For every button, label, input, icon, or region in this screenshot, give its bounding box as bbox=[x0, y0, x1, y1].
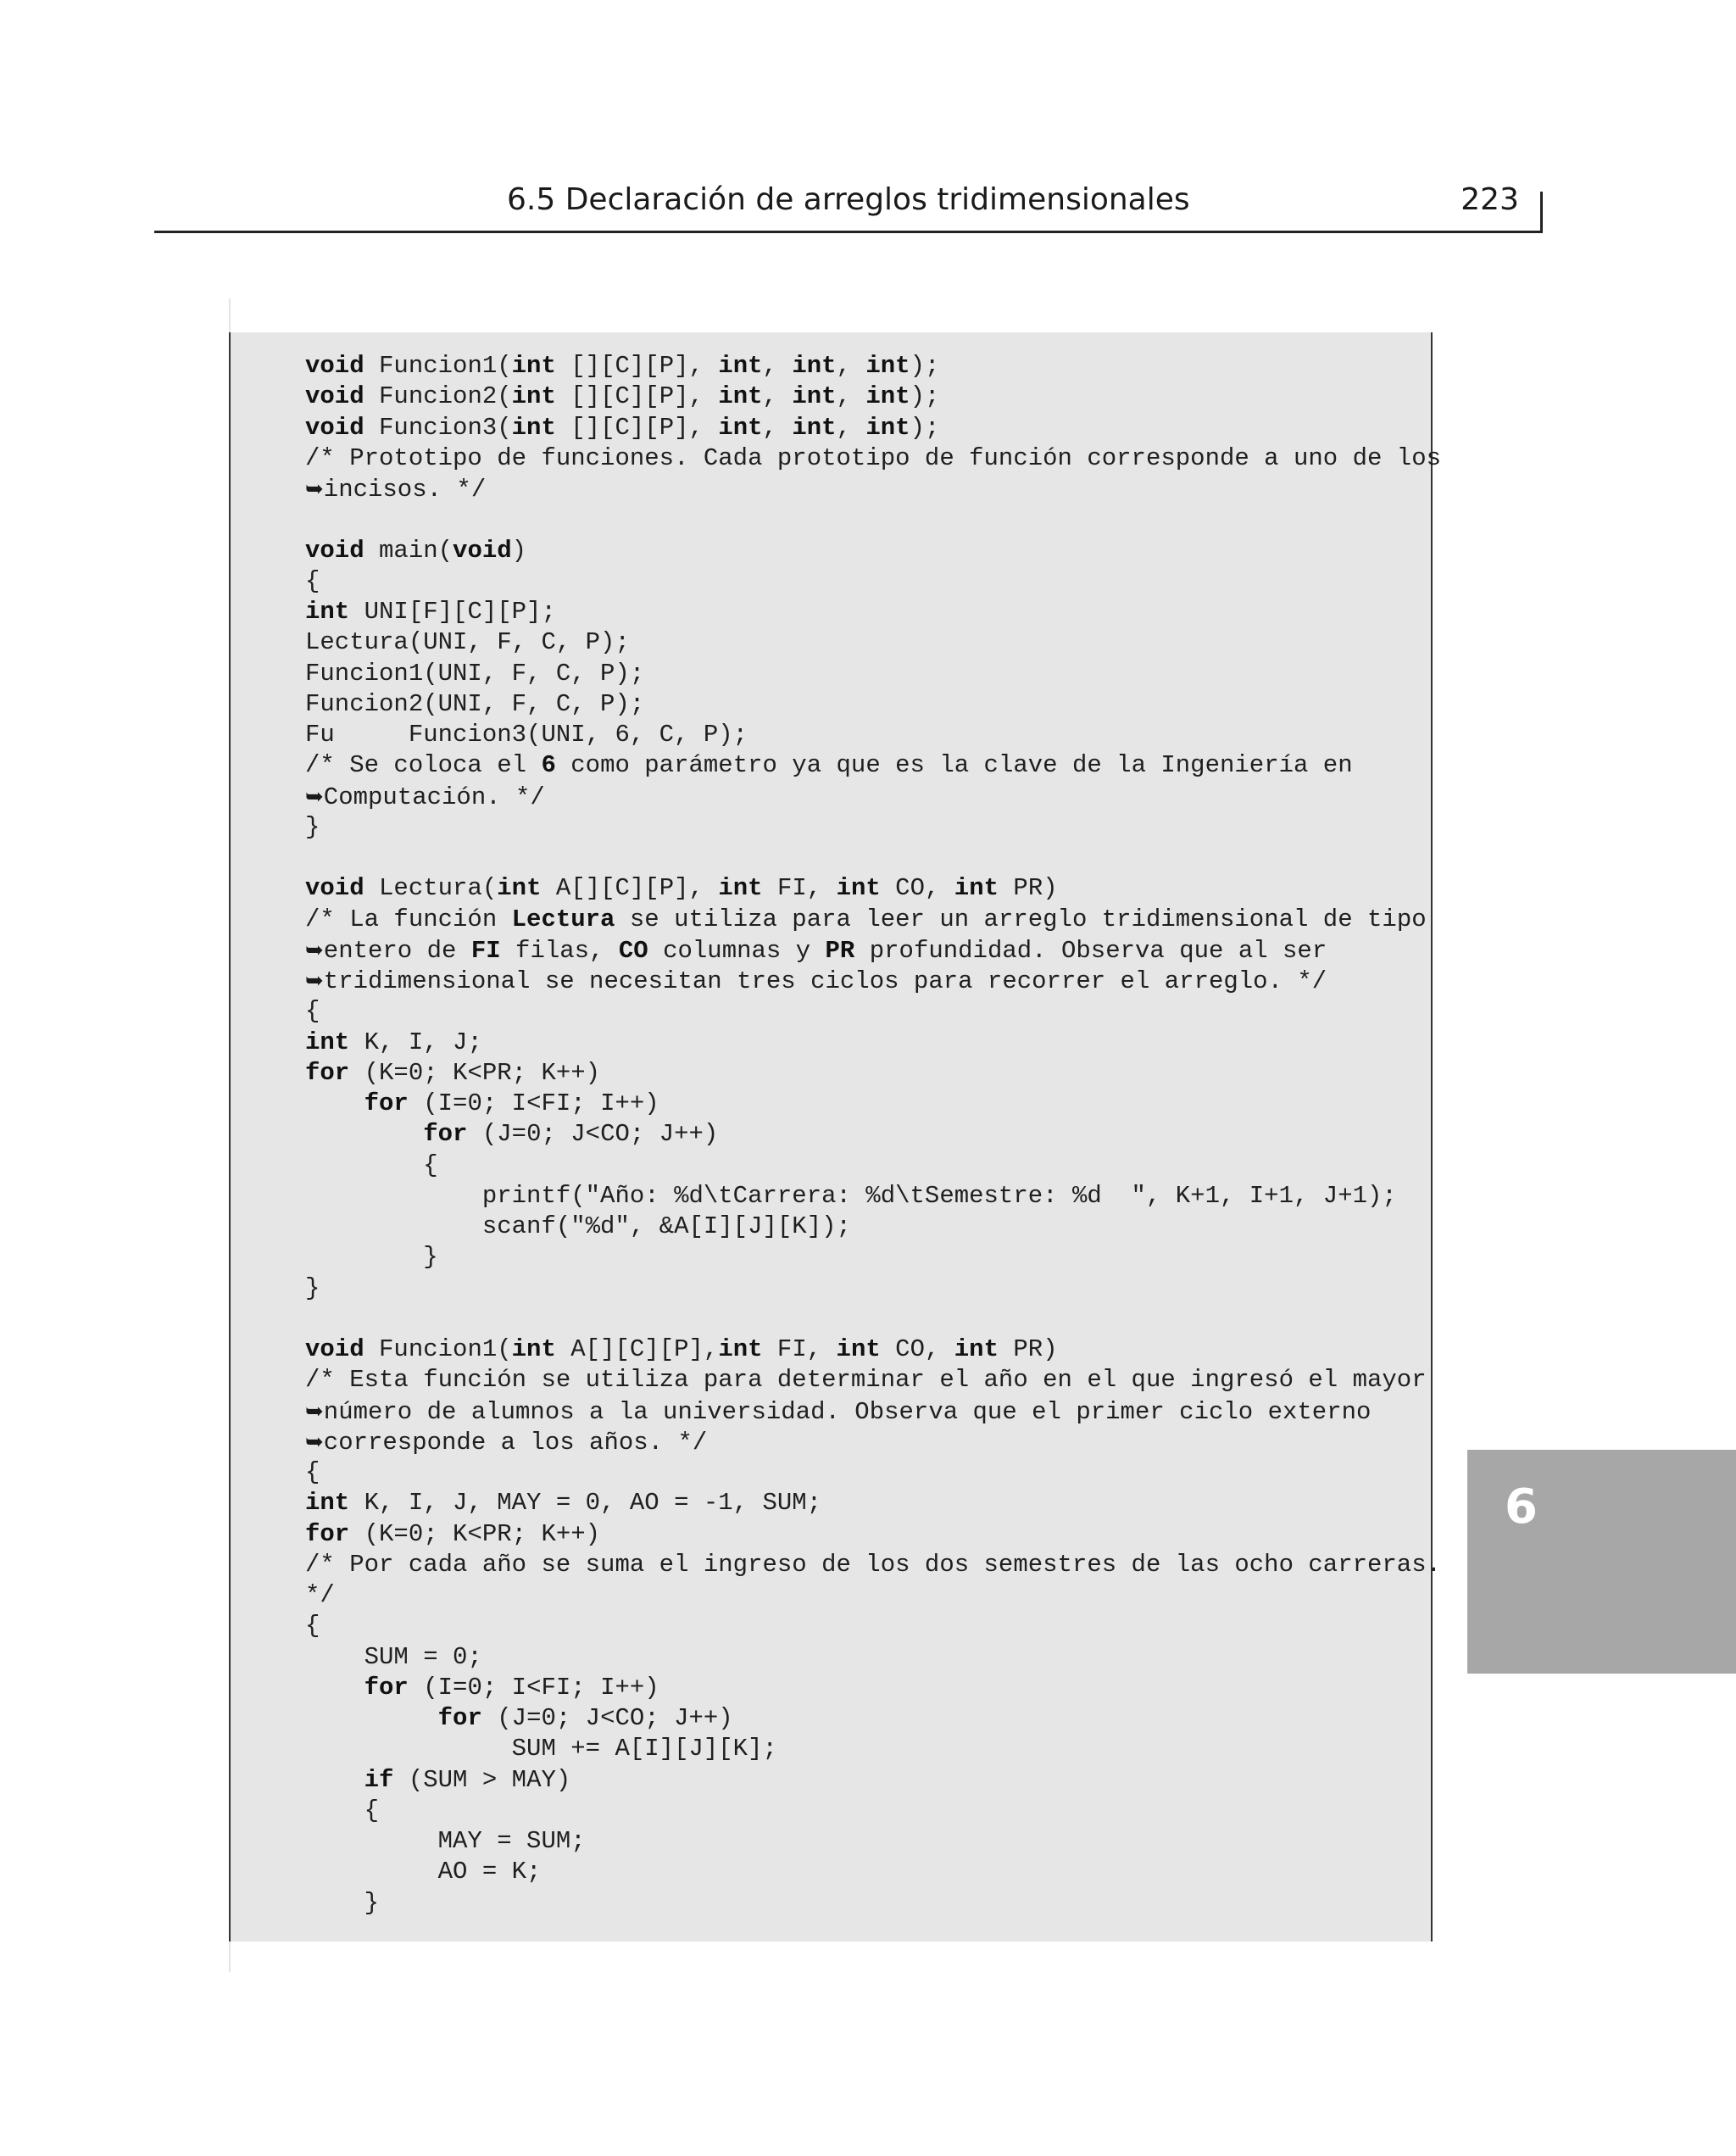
code-line bbox=[305, 1642, 1441, 1673]
code-keyword: void bbox=[305, 874, 364, 903]
code-keyword: int bbox=[305, 598, 350, 626]
code-text: ); bbox=[910, 352, 940, 380]
code-line bbox=[305, 1796, 1441, 1826]
code-text: columnas y bbox=[648, 936, 826, 965]
code-keyword: int bbox=[718, 382, 763, 411]
code-text: , bbox=[762, 413, 793, 442]
code-text: { bbox=[305, 1796, 380, 1825]
code-line bbox=[305, 443, 1441, 474]
code-text: main( bbox=[364, 536, 453, 565]
code-keyword: Lectura bbox=[511, 905, 615, 933]
code-text: /* Prototipo de funciones. Cada prototipo de función corresponde a uno de los bbox=[305, 443, 1442, 472]
code-text: tridimensional se necesitan tres ciclos para recorrer el arreglo. */ bbox=[323, 967, 1327, 995]
code-text: { bbox=[305, 1458, 320, 1486]
code-text: se utiliza para leer un arreglo tridimensional de tipo bbox=[615, 905, 1427, 933]
code-text: /* Se coloca el bbox=[305, 751, 542, 780]
code-line bbox=[305, 935, 1441, 966]
code-keyword: int bbox=[718, 413, 763, 442]
chapter-number: 6 bbox=[1505, 1479, 1538, 1535]
code-text: corresponde a los años. */ bbox=[323, 1428, 708, 1457]
code-text: (J=0; J<CO; J++) bbox=[481, 1704, 733, 1732]
code-keyword: int bbox=[511, 352, 556, 380]
code-line bbox=[305, 812, 1441, 843]
code-keyword: int bbox=[511, 1335, 556, 1363]
code-keyword: int bbox=[718, 874, 763, 903]
code-text: (K=0; K<PR; K++) bbox=[349, 1519, 601, 1548]
code-text: A[][C][P], bbox=[541, 874, 719, 903]
code-line bbox=[305, 566, 1441, 597]
code-text: (J=0; J<CO; J++) bbox=[467, 1120, 719, 1149]
code-keyword: for bbox=[437, 1704, 482, 1732]
code-text: K, I, J; bbox=[349, 1028, 482, 1056]
code-keyword: for bbox=[423, 1120, 468, 1149]
code-text: , bbox=[836, 413, 866, 442]
code-text bbox=[305, 1120, 423, 1148]
code-line bbox=[305, 1150, 1441, 1181]
code-line bbox=[305, 966, 1441, 996]
code-keyword: void bbox=[305, 413, 364, 442]
code-line bbox=[305, 843, 1441, 873]
code-text: Funcion3( bbox=[364, 413, 512, 442]
code-keyword: int bbox=[511, 382, 556, 411]
code-text: } bbox=[305, 1243, 438, 1272]
code-text: CO, bbox=[880, 1335, 954, 1363]
code-text: { bbox=[305, 566, 320, 595]
code-text: SUM += A[I][J][K]; bbox=[305, 1735, 777, 1763]
code-text: Fu Funcion3(UNI, 6, C, P); bbox=[305, 721, 748, 749]
code-keyword: int bbox=[836, 1335, 881, 1363]
code-text: como parámetro ya que es la clave de la Ingeniería en bbox=[555, 751, 1353, 780]
code-text: número de alumnos a la universidad. Observa que el primer ciclo externo bbox=[323, 1397, 1372, 1426]
code-keyword: int bbox=[865, 382, 910, 411]
code-line bbox=[305, 1334, 1441, 1365]
code-text: A[][C][P], bbox=[555, 1335, 719, 1363]
code-line bbox=[305, 1058, 1441, 1089]
code-keyword: FI bbox=[470, 936, 501, 965]
code-line bbox=[305, 627, 1441, 658]
code-text: PR) bbox=[999, 874, 1058, 903]
code-line bbox=[305, 1519, 1441, 1550]
code-keyword: int bbox=[511, 413, 556, 442]
code-text: Funcion1(UNI, F, C, P); bbox=[305, 659, 645, 688]
code-listing bbox=[305, 351, 1441, 1919]
code-text: UNI[F][C][P]; bbox=[349, 598, 556, 626]
code-line bbox=[305, 1550, 1441, 1580]
running-header bbox=[154, 170, 1543, 233]
continuation-arrow-icon: ➥ bbox=[305, 968, 324, 994]
code-line bbox=[305, 1673, 1441, 1703]
code-text: ); bbox=[910, 413, 940, 442]
code-keyword: int bbox=[954, 1335, 999, 1363]
code-text: Lectura( bbox=[364, 874, 498, 903]
code-keyword: int bbox=[792, 382, 837, 411]
code-line bbox=[305, 1611, 1441, 1641]
code-line bbox=[305, 1212, 1441, 1242]
code-line bbox=[305, 659, 1441, 689]
code-text: Computación. */ bbox=[323, 783, 545, 811]
code-line bbox=[305, 1580, 1441, 1611]
code-text: [][C][P], bbox=[555, 413, 719, 442]
continuation-arrow-icon: ➥ bbox=[305, 1398, 324, 1424]
code-line bbox=[305, 1242, 1441, 1273]
code-keyword: int bbox=[836, 874, 881, 903]
code-text: PR) bbox=[999, 1335, 1058, 1363]
header-rule-tick bbox=[1540, 192, 1543, 232]
code-line bbox=[305, 1427, 1441, 1457]
code-text: /* La función bbox=[305, 905, 512, 933]
code-listing-box bbox=[229, 332, 1442, 1942]
continuation-arrow-icon: ➥ bbox=[305, 1429, 324, 1455]
code-line bbox=[305, 413, 1441, 443]
code-keyword: void bbox=[305, 1335, 364, 1363]
code-keyword: void bbox=[305, 382, 364, 411]
code-line bbox=[305, 1273, 1441, 1304]
code-text: SUM = 0; bbox=[305, 1642, 482, 1671]
code-text: entero de bbox=[323, 936, 471, 965]
code-keyword: PR bbox=[825, 936, 855, 965]
code-text: , bbox=[836, 382, 866, 411]
code-keyword: int bbox=[954, 874, 999, 903]
code-text: FI, bbox=[762, 1335, 837, 1363]
code-text: scanf("%d", &A[I][J][K]); bbox=[305, 1212, 851, 1240]
continuation-arrow-icon: ➥ bbox=[305, 783, 324, 810]
code-keyword: int bbox=[718, 352, 763, 380]
code-text: filas, bbox=[500, 936, 619, 965]
code-line bbox=[305, 1119, 1441, 1150]
code-keyword: 6 bbox=[541, 751, 556, 780]
code-text: Funcion1( bbox=[364, 352, 512, 380]
code-line bbox=[305, 382, 1441, 412]
code-text: { bbox=[305, 1612, 320, 1641]
section-title: 6.5 Declaración de arreglos tridimensionales bbox=[507, 182, 1190, 217]
code-text: Lectura(UNI, F, C, P); bbox=[305, 628, 630, 657]
code-line bbox=[305, 1365, 1441, 1396]
code-line bbox=[305, 1888, 1441, 1919]
code-text bbox=[305, 1089, 364, 1117]
code-line bbox=[305, 1765, 1441, 1796]
code-keyword: for bbox=[305, 1519, 350, 1548]
code-text: } bbox=[305, 812, 320, 841]
code-line bbox=[305, 996, 1441, 1027]
code-keyword: void bbox=[305, 352, 364, 380]
code-keyword: int bbox=[305, 1489, 350, 1518]
code-text: } bbox=[305, 1273, 320, 1302]
continuation-arrow-icon: ➥ bbox=[305, 937, 324, 963]
continuation-arrow-icon: ➥ bbox=[305, 476, 324, 502]
code-keyword: int bbox=[305, 1028, 350, 1056]
code-text: MAY = SUM; bbox=[305, 1827, 586, 1855]
code-text: incisos. */ bbox=[323, 476, 487, 504]
code-text: */ bbox=[305, 1581, 335, 1609]
code-line bbox=[305, 689, 1441, 720]
code-keyword: for bbox=[364, 1673, 409, 1702]
code-text: Funcion1( bbox=[364, 1335, 512, 1363]
code-keyword: int bbox=[718, 1335, 763, 1363]
code-text bbox=[305, 1766, 364, 1794]
code-line bbox=[305, 1304, 1441, 1334]
code-line bbox=[305, 905, 1441, 935]
code-line bbox=[305, 873, 1441, 904]
code-box-top-edge bbox=[229, 298, 231, 332]
code-text: , bbox=[762, 382, 793, 411]
code-text: FI, bbox=[762, 874, 837, 903]
code-text bbox=[305, 1674, 364, 1702]
code-text: AO = K; bbox=[305, 1858, 542, 1886]
code-text: (I=0; I<FI; I++) bbox=[408, 1673, 659, 1702]
code-line bbox=[305, 1826, 1441, 1857]
code-line bbox=[305, 1734, 1441, 1764]
code-box-bottom-edge bbox=[229, 1942, 231, 1972]
code-text: ); bbox=[910, 382, 940, 411]
code-keyword: int bbox=[497, 874, 542, 903]
code-text: (K=0; K<PR; K++) bbox=[349, 1058, 601, 1087]
code-text: [][C][P], bbox=[555, 352, 719, 380]
code-keyword: int bbox=[865, 413, 910, 442]
code-text: printf("Año: %d\tCarrera: %d\tSemestre: %d ", K+1, I+1, J+1); bbox=[305, 1181, 1397, 1210]
code-text: [][C][P], bbox=[555, 382, 719, 411]
code-text: { bbox=[305, 997, 320, 1026]
code-keyword: for bbox=[305, 1058, 350, 1087]
code-line bbox=[305, 1028, 1441, 1058]
code-keyword: for bbox=[364, 1089, 409, 1117]
chapter-thumb-tab bbox=[1467, 1450, 1736, 1674]
code-keyword: int bbox=[792, 413, 837, 442]
code-line bbox=[305, 1089, 1441, 1119]
code-text: Funcion2( bbox=[364, 382, 512, 411]
code-text: { bbox=[305, 1150, 438, 1179]
code-text: ) bbox=[511, 536, 527, 565]
code-text: /* Por cada año se suma el ingreso de los dos semestres de las ocho carreras. bbox=[305, 1550, 1442, 1579]
code-text: K, I, J, MAY = 0, AO = -1, SUM; bbox=[349, 1489, 822, 1518]
code-text: Funcion2(UNI, F, C, P); bbox=[305, 689, 645, 718]
code-text: (SUM > MAY) bbox=[393, 1765, 571, 1794]
code-line bbox=[305, 504, 1441, 535]
code-text: , bbox=[836, 352, 866, 380]
code-line bbox=[305, 1181, 1441, 1212]
page-number: 223 bbox=[1461, 182, 1519, 217]
code-keyword: CO bbox=[618, 936, 648, 965]
code-line bbox=[305, 1857, 1441, 1887]
code-line bbox=[305, 1703, 1441, 1734]
code-text: (I=0; I<FI; I++) bbox=[408, 1089, 659, 1117]
code-text: /* Esta función se utiliza para determinar el año en el que ingresó el mayor bbox=[305, 1366, 1427, 1395]
code-keyword: void bbox=[453, 536, 512, 565]
code-line bbox=[305, 351, 1441, 382]
code-keyword: void bbox=[305, 536, 364, 565]
code-text: CO, bbox=[880, 874, 954, 903]
code-line bbox=[305, 782, 1441, 812]
code-line bbox=[305, 1488, 1441, 1518]
code-line bbox=[305, 536, 1441, 566]
code-text: } bbox=[305, 1888, 380, 1917]
code-line bbox=[305, 474, 1441, 504]
code-line bbox=[305, 1396, 1441, 1427]
code-text: profundidad. Observa que al ser bbox=[854, 936, 1327, 965]
code-line bbox=[305, 720, 1441, 750]
code-text: , bbox=[762, 352, 793, 380]
code-line bbox=[305, 1457, 1441, 1488]
code-text bbox=[305, 1704, 438, 1732]
code-keyword: int bbox=[792, 352, 837, 380]
code-line bbox=[305, 750, 1441, 781]
code-keyword: if bbox=[364, 1765, 394, 1794]
code-line bbox=[305, 597, 1441, 627]
code-keyword: int bbox=[865, 352, 910, 380]
